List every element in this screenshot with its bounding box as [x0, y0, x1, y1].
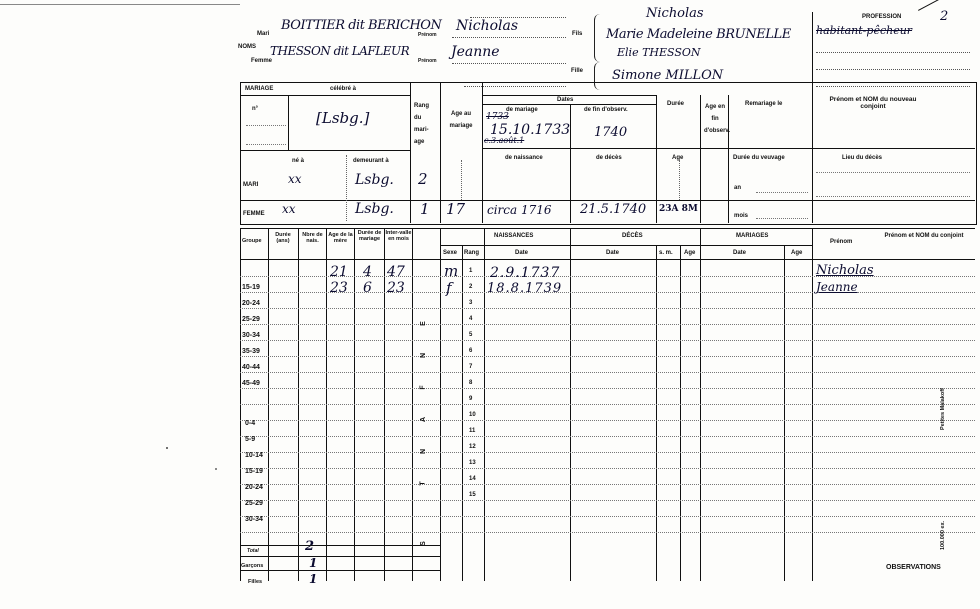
- mid-row: [482, 148, 975, 149]
- no-line: [246, 125, 286, 126]
- row1-intervalle: 47: [387, 264, 405, 280]
- mari-sep: [240, 150, 410, 151]
- rank-number: 2: [469, 284, 473, 290]
- rank-number: 4: [469, 316, 473, 322]
- group-label: 20-24: [242, 300, 260, 307]
- mariage-label: MARIAGE: [245, 86, 274, 92]
- fils-2: Marie Madeleine BRUNELLE: [606, 27, 791, 42]
- naissances-header: NAISSANCES: [494, 233, 534, 239]
- table-row-line: [240, 484, 975, 485]
- celebre-label: célébré à: [330, 86, 357, 92]
- enfants-letter: S: [419, 541, 427, 546]
- group-label: 25-29: [245, 500, 263, 507]
- enfants-letter: F: [419, 385, 427, 390]
- total-label: Total: [247, 548, 259, 554]
- table-row-line: [240, 324, 975, 325]
- enfants-letter: N: [420, 352, 428, 359]
- group-label: 30-34: [245, 516, 263, 523]
- femme-deces: 21.5.1740: [580, 202, 647, 217]
- group-label: 30-34: [242, 332, 260, 339]
- table-row-line: [240, 292, 975, 293]
- date-mariage-note: c.3.août.1: [484, 136, 525, 145]
- lower-header-bottom: [240, 259, 975, 260]
- rank-number: 13: [469, 460, 476, 466]
- mois-label: mois: [734, 213, 749, 219]
- age-fin-dots: [679, 160, 680, 200]
- page-mark: 2: [940, 9, 949, 24]
- femme-naissance: circa 1716: [487, 203, 552, 217]
- an-label: an: [734, 185, 742, 191]
- child1-naissance: 2.9.1737: [490, 265, 561, 281]
- rank-number: 3: [469, 300, 473, 306]
- conjoint-col: [812, 90, 813, 223]
- total-line-2: [240, 556, 440, 557]
- fils-1: Nicholas: [646, 6, 704, 21]
- fils-brace: [594, 14, 603, 62]
- sm-header: s. m.: [659, 250, 673, 256]
- rank-number: 7: [469, 364, 473, 370]
- mari-row-label: MARI: [243, 182, 259, 188]
- total-line-1: [240, 545, 440, 546]
- veuvage-line-2: [756, 218, 808, 219]
- fille-1: Simone MILLON: [612, 68, 724, 83]
- age-mariage-child-header: Age: [791, 250, 803, 256]
- sub-header-line: [440, 245, 812, 246]
- rank-number: 8: [469, 380, 473, 386]
- naissances-date-header: Date: [515, 250, 529, 256]
- date-mariage: 15.10.1733: [490, 122, 571, 138]
- age-label: Age: [672, 155, 684, 161]
- rank-number: 12: [469, 444, 476, 450]
- header-right-divider: [812, 12, 813, 90]
- femme-nom: THESSON dit LAFLEUR: [270, 44, 410, 58]
- femme-prenom-label: Prénom: [418, 58, 437, 64]
- fin-observ-label: de fin d'observ.: [584, 107, 628, 113]
- de-mariage-label: de mariage: [506, 107, 538, 113]
- age-fin-label: Age en fin d'observ.: [704, 104, 730, 134]
- row2-duree-mariage: 6: [363, 280, 372, 296]
- table-row-line: [240, 436, 975, 437]
- filles-label: Filles: [248, 579, 263, 585]
- mari-rang: 2: [418, 170, 428, 188]
- rang-header: Rang: [464, 250, 479, 256]
- group-label: 15-19: [245, 468, 263, 475]
- remariage-col: [728, 95, 729, 223]
- table-row-line: [240, 308, 975, 309]
- age-col: [440, 82, 441, 223]
- agefin-col: [700, 95, 701, 223]
- duree-col: [656, 95, 657, 223]
- date-mariage-struck: 1733: [486, 112, 509, 122]
- duree-mariage-header: Durée de mariage: [357, 230, 382, 242]
- lieu-line-2: [816, 196, 970, 197]
- group-label: 10-14: [245, 452, 263, 459]
- rank-number: 11: [469, 428, 476, 434]
- rank-number: 9: [469, 396, 473, 402]
- dot-speck-2: [215, 468, 217, 470]
- mari-demeurant: Lsbg.: [355, 172, 394, 188]
- table-row-line: [240, 516, 975, 517]
- c-agemar: [784, 245, 785, 581]
- c-sm: [656, 245, 657, 581]
- row2-age-mere: 23: [330, 280, 348, 296]
- veuvage-line-1: [756, 192, 808, 193]
- mari-prenom: Nicholas: [456, 18, 519, 34]
- fille-label: Fille: [571, 68, 584, 74]
- fils-top-line: [470, 17, 566, 18]
- deces-header: DÉCÈS: [622, 233, 643, 239]
- rank-number: 5: [469, 332, 473, 338]
- dates-sub: [482, 104, 656, 105]
- total-line-3: [240, 570, 440, 571]
- lower-top: [240, 228, 975, 229]
- rang-col: [410, 82, 411, 223]
- rank-number: 14: [469, 476, 476, 482]
- row1-age-mere: 21: [330, 264, 348, 280]
- child2-prenom: Jeanne: [816, 280, 858, 294]
- mariages-header: MARIAGES: [736, 233, 769, 239]
- prenom-header: Prénom: [830, 239, 853, 245]
- child1-sexe: m: [444, 262, 459, 280]
- ne-demeurant-sep: [346, 155, 347, 221]
- mariages-date-header: Date: [733, 250, 747, 256]
- profession-value: habitant-pêcheur: [816, 24, 913, 37]
- table-row-line: [240, 404, 975, 405]
- table-row-line: [240, 356, 975, 357]
- scan-edge-line: [0, 4, 240, 5]
- noms-label: NOMS: [238, 44, 256, 50]
- no-divider: [288, 95, 289, 150]
- group-label: 0-4: [245, 420, 256, 427]
- duree-ans-header: Durée (ans): [275, 232, 291, 244]
- table-row-line: [240, 420, 975, 421]
- filles-value: 1: [309, 572, 318, 586]
- femme-rang: 1: [420, 200, 430, 218]
- naissance-label: de naissance: [505, 155, 543, 161]
- printer-note: Petites Malakoff: [940, 388, 946, 430]
- no-line-2: [246, 144, 286, 145]
- dates-label: Dates: [557, 97, 574, 103]
- duree-label: Durée: [667, 101, 685, 107]
- age-dots: [461, 160, 462, 200]
- mari-label: Mari: [257, 31, 270, 37]
- total-value: 2: [305, 539, 315, 554]
- group-label: 20-24: [245, 484, 263, 491]
- celebre-lieu: [Lsbg.]: [316, 109, 370, 127]
- no-label: n°: [252, 106, 259, 112]
- garcons-value: 1: [309, 556, 318, 570]
- row2-intervalle: 23: [387, 280, 405, 296]
- enfants-letter: E: [419, 321, 427, 326]
- mariage-sep: [240, 95, 410, 96]
- table-row-line: [240, 500, 975, 501]
- child2-sexe: f: [446, 279, 452, 297]
- lieu-deces-label: Lieu du décès: [842, 155, 883, 161]
- group-label: 5-9: [245, 436, 256, 443]
- rank-number: 15: [469, 492, 476, 498]
- conjoint-header: Prénom et NOM du conjoint: [884, 233, 964, 239]
- ne-a-label: né à: [292, 158, 305, 164]
- prof-line-2: [816, 69, 970, 70]
- enfants-letter: A: [420, 416, 428, 423]
- garcons-label: Garçons: [241, 563, 264, 569]
- femme-age-mariage: 17: [446, 200, 466, 218]
- c-rang: [462, 245, 463, 581]
- table-row-line: [240, 388, 975, 389]
- femme-label: Femme: [251, 58, 273, 64]
- femme-row-label: FEMME: [243, 211, 265, 217]
- mari-prenom-line: [452, 37, 566, 38]
- rang-label: Rang du mari-age: [414, 103, 429, 145]
- table-row-line: [240, 468, 975, 469]
- sexe-header: Sexe: [443, 250, 458, 256]
- deces-date-header: Date: [606, 250, 620, 256]
- date-fin-observ: 1740: [594, 125, 628, 140]
- lieu-line-1: [816, 172, 970, 173]
- age-mere-header: Age de la mère: [328, 232, 353, 244]
- demeurant-label: demeurant à: [353, 158, 389, 164]
- dates-top: [482, 95, 656, 96]
- table-row-line: [240, 452, 975, 453]
- group-label: 15-19: [242, 284, 260, 291]
- dot-speck-1: [166, 447, 168, 449]
- c-agedeces: [680, 245, 681, 581]
- mari-ne: xx: [288, 172, 302, 186]
- child2-naissance: 18.8.1739: [487, 281, 563, 296]
- femme-prenom: Jeanne: [451, 44, 500, 60]
- rank-number: 10: [469, 412, 476, 418]
- age-deces-header: Age: [684, 250, 696, 256]
- group-label: 40-44: [242, 364, 260, 371]
- deces-label: de décès: [596, 155, 622, 161]
- femme-sep: [240, 200, 975, 201]
- femme-demeurant: Lsbg.: [355, 201, 394, 217]
- observations-label: OBSERVATIONS: [886, 564, 941, 571]
- groupe-header: Groupe: [242, 238, 262, 244]
- table-row-line: [240, 372, 975, 373]
- enfants-letter: N: [420, 448, 428, 455]
- group-label: 25-29: [242, 316, 260, 323]
- row1-duree-mariage: 4: [363, 264, 372, 280]
- enfants-letter: T: [419, 481, 427, 486]
- child1-prenom: Nicholas: [816, 263, 874, 278]
- prof-line-1: [816, 52, 970, 53]
- femme-ne: xx: [282, 202, 296, 216]
- femme-prenom-line: [452, 63, 566, 64]
- group-label: 35-39: [242, 348, 260, 355]
- nbre-nais-header: Nbre de nais.: [302, 232, 323, 244]
- table-row-line: [240, 532, 975, 533]
- print-run: 100.000 ex.: [940, 520, 946, 550]
- rank-number: 6: [469, 348, 473, 354]
- rank-number: 1: [469, 268, 473, 274]
- group-label: 45-49: [242, 380, 260, 387]
- fils-3: Elie THESSON: [617, 46, 701, 59]
- nouveau-conjoint-label: Prénom et NOM du nouveau conjoint: [829, 96, 917, 110]
- profession-label: PROFESSION: [862, 14, 902, 20]
- duree-veuvage-label: Durée du veuvage: [733, 155, 785, 161]
- remariage-label: Remariage le: [745, 101, 783, 107]
- femme-age-deces: 23A 8M: [659, 204, 698, 214]
- intervalle-header: Inter-valle en mois: [385, 230, 412, 242]
- fils-label: Fils: [572, 31, 583, 37]
- mari-nom: BOITTIER dit BERICHON: [281, 18, 442, 33]
- table-row-line: [240, 340, 975, 341]
- mari-prenom-label: Prénom: [418, 32, 437, 38]
- age-mariage-label: Age au mariage: [449, 111, 473, 129]
